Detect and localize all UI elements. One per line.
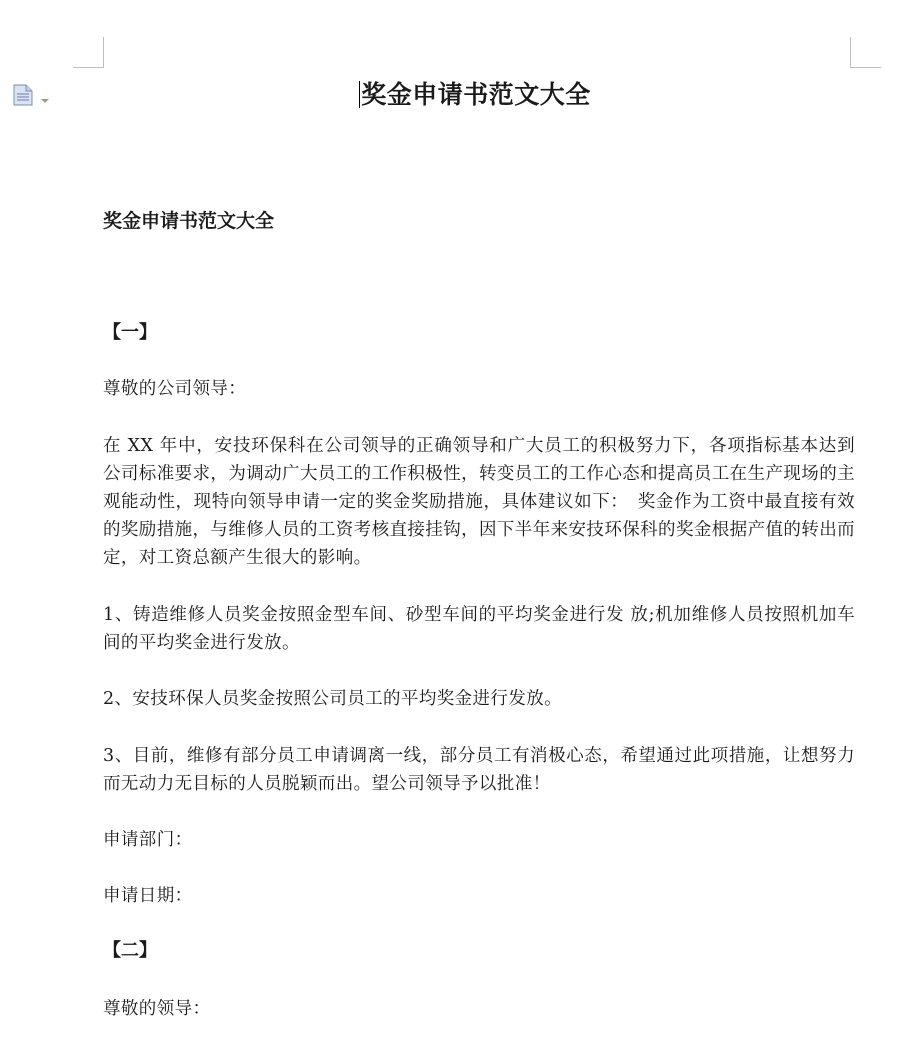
dept-label: 申请部门： — [103, 830, 193, 850]
page-margin-corner-top-right — [850, 37, 881, 68]
salutation-1: 尊敬的公司领导： — [103, 379, 247, 399]
section-heading-2: 【二】 — [103, 940, 157, 961]
paragraph-3: 2、安技环保人员奖金按照公司员工的平均奖金进行发放。 — [103, 689, 563, 709]
page-title-text: 奖金申请书范文大全 — [361, 80, 591, 109]
paragraph-4: 3、目前，维修有部分员工申请调离一线，部分员工有消极心态，希望通过此项措施，让想努力而无动力无目标的人员脱颖而出。望公司领导予以批准！ — [103, 746, 855, 794]
document-subtitle: 奖金申请书范文大全 — [103, 210, 275, 232]
page-title[interactable] — [0, 78, 900, 112]
section-heading-1: 【一】 — [103, 322, 157, 343]
date-label: 申请日期： — [103, 886, 193, 906]
paragraph-1: 在 XX 年中，安技环保科在公司领导的正确领导和广大员工的积极努力下，各项指标基本达到公司标准要求，为调动广大员工的工作积极性，转变员工的工作心态和提高员工在生产现场的主观能动性，现特向领导申请一定的奖金奖励措施，具体建议如下： 奖金作为工资中最直接有效的奖励措施，与维修人员的工资考核直接挂钩，因下半年来安技环保科的奖金根据产值的转出而定，对工资总额产生很大的影响。 — [103, 436, 855, 568]
paragraph-2: 1、铸造维修人员奖金按照金型车间、砂型车间的平均奖金进行发 放;机加维修人员按照机加车间的平均奖金进行发放。 — [103, 605, 855, 653]
page-margin-corner-top-left — [73, 37, 104, 68]
salutation-2: 尊敬的领导： — [103, 999, 211, 1019]
